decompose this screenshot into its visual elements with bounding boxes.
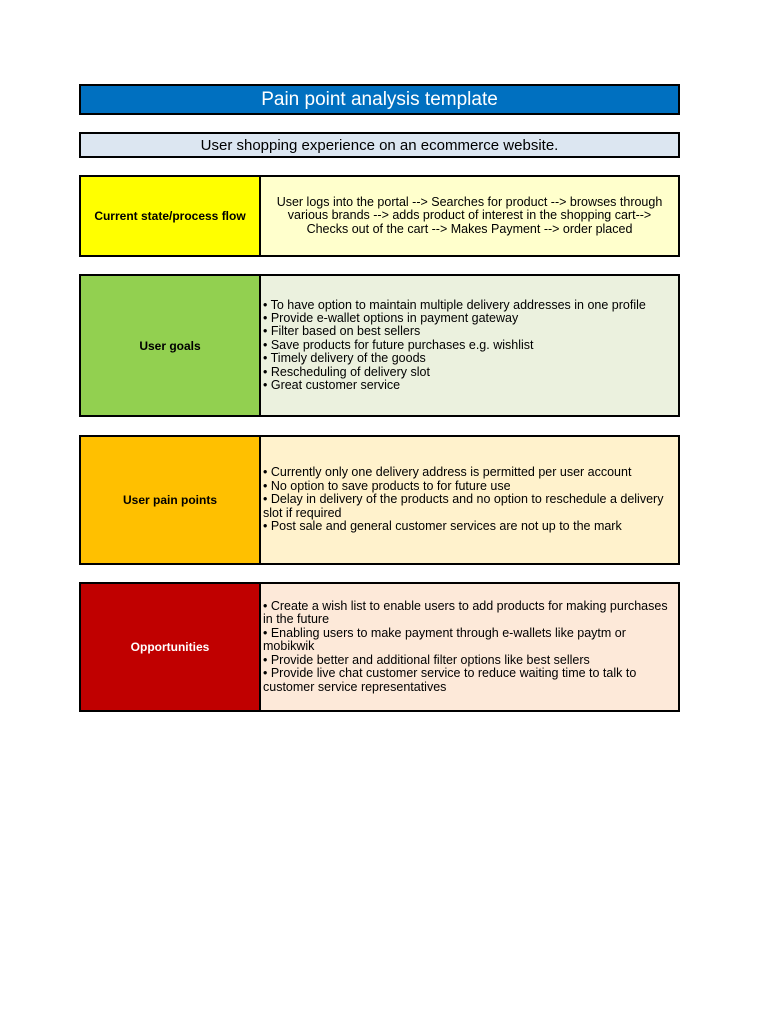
pain-points-label: User pain points [81, 437, 261, 563]
page-subtitle: User shopping experience on an ecommerce website. [79, 132, 680, 158]
list-item: • Provide e-wallet options in payment gateway [263, 310, 519, 325]
list-item: • To have option to maintain multiple delivery addresses in one profile [263, 297, 646, 312]
list-item: • No option to save products to for future use [263, 478, 511, 493]
user-goals-list [261, 276, 678, 415]
list-item: • Provide live chat customer service to reduce waiting time to talk to customer service representatives [263, 666, 637, 694]
list-item: • Timely delivery of the goods [263, 351, 426, 366]
list-item: • Save products for future purchases e.g. wishlist [263, 337, 534, 352]
opportunities-row [79, 582, 680, 712]
list-item: • Great customer service [263, 378, 401, 393]
user-goals-label: User goals [81, 276, 261, 415]
current-state-text: User logs into the portal --> Searches for product --> browses through various brands --> adds product of interest in the shopping cart--> Checks out of the cart --> Makes Payment --> order placed [261, 177, 678, 255]
list-item: • Create a wish list to enable users to add products for making purchases in the future [263, 599, 668, 627]
list-item: • Post sale and general customer services are not up to the mark [263, 519, 622, 534]
pain-points-list [261, 437, 678, 563]
opportunities-list [261, 584, 678, 710]
list-item: • Currently only one delivery address is permitted per user account [263, 465, 632, 480]
list-item: • Enabling users to make payment through e-wallets like paytm or mobikwik [263, 625, 626, 654]
list-item: • Delay in delivery of the products and no option to reschedule a delivery slot if required [263, 492, 664, 520]
list-item: • Filter based on best sellers [263, 324, 421, 339]
list-item: • Provide better and additional filter options like best sellers [263, 652, 590, 667]
current-state-label: Current state/process flow [81, 177, 261, 255]
user-goals-row [79, 274, 680, 417]
opportunities-label: Opportunities [81, 584, 261, 710]
page-title: Pain point analysis template [79, 84, 680, 115]
pain-points-row [79, 435, 680, 565]
list-item: • Rescheduling of delivery slot [263, 364, 430, 379]
current-state-row [79, 175, 680, 257]
